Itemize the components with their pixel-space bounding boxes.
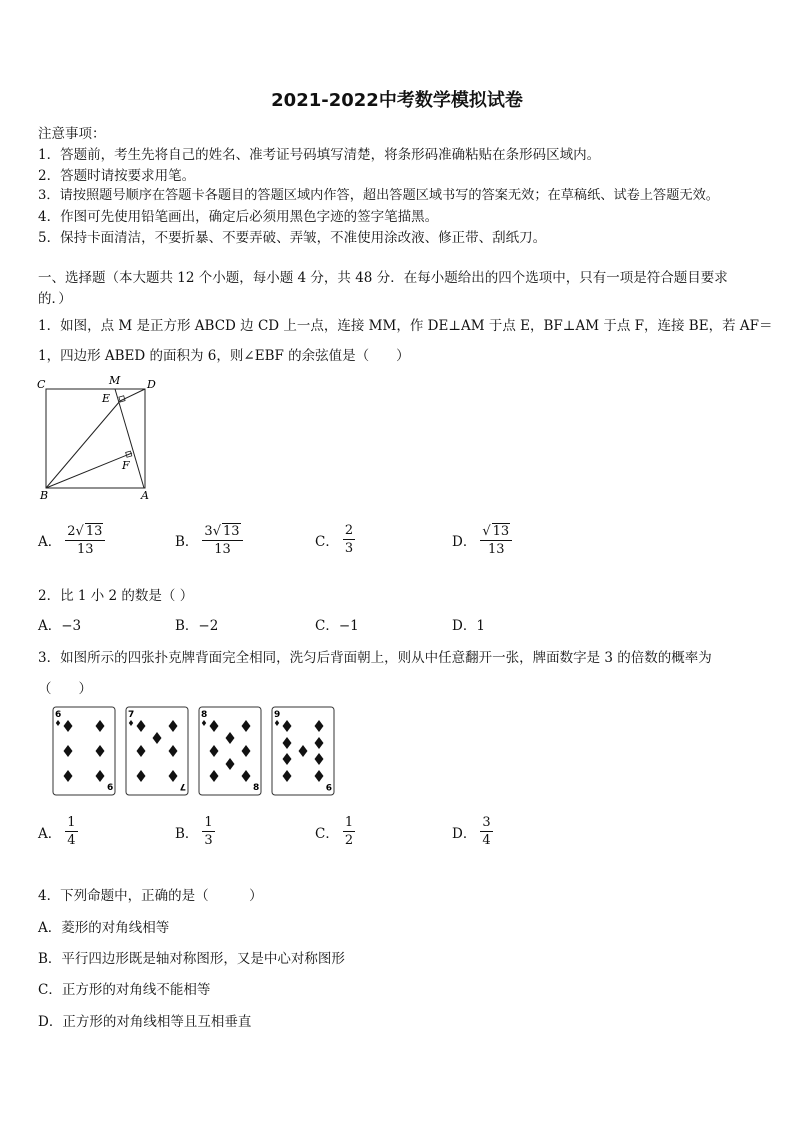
- question-2-option-c[interactable]: C．−1: [315, 618, 359, 634]
- question-3-text-cont: （ ）: [38, 681, 92, 697]
- svg-text:9: 9: [274, 710, 281, 720]
- question-1-option-c[interactable]: C． $\frac{2}{3}$: [315, 523, 354, 556]
- section-header: 一、选择题（本大题共 12 个小题，每小题 4 分，共 48 分．在每小题给出的四个选项中，只有一项是符合题目要求: [38, 270, 728, 286]
- question-2-option-a[interactable]: A．−3: [38, 618, 82, 634]
- question-1-option-b[interactable]: B． $\frac{3√ 13}{13}$: [175, 523, 243, 557]
- question-1-text: 1．如图，点 M 是正方形 ABCD 边 CD 上一点，连接 MM，作 DE⊥AM 于点 E，BF⊥AM 于点 F，连接 BE，若 AF＝: [38, 318, 773, 334]
- question-4-text: 4．下列命题中，正确的是（ ）: [38, 888, 263, 904]
- question-2-text: 2．比 1 小 2 的数是（ ）: [38, 588, 194, 604]
- question-2-option-b[interactable]: B．−2: [175, 618, 219, 634]
- question-4-option-d[interactable]: D．正方形的对角线相等且互相垂直: [38, 1014, 252, 1030]
- notice-item: 5．保持卡面清洁，不要折暴、不要弄破、弄皱，不准使用涂改液、修正带、刮纸刀。: [38, 230, 547, 246]
- card-nine: [272, 707, 334, 795]
- question-1-figure: [34, 372, 164, 504]
- notice-item: 1．答题前，考生先将自己的姓名、准考证号码填写清楚，将条形码准确粘贴在条形码区域内。: [38, 147, 601, 163]
- notice-item: 4．作图可先使用铅笔画出，确定后必须用黑色字迹的签字笔描黑。: [38, 209, 439, 225]
- section-header-cont: 的．）: [38, 291, 72, 307]
- notice-item: 2．答题时请按要求用笔。: [38, 168, 196, 184]
- question-3-text: 3．如图所示的四张扑克牌背面完全相同，洗匀后背面朝上，则从中任意翻开一张，牌面数字是 3 的倍数的概率为: [38, 650, 712, 666]
- question-3-option-b[interactable]: B． $\frac{1}{3}$: [175, 815, 213, 848]
- label-c: C: [37, 378, 46, 391]
- card-eight: [199, 707, 261, 795]
- label-d: D: [147, 378, 156, 391]
- svg-text:8: 8: [253, 783, 260, 793]
- question-2-option-d[interactable]: D．1: [452, 618, 485, 634]
- question-1-text-cont: 1，四边形 ABED 的面积为 6，则∠EBF 的余弦值是（ ）: [38, 348, 410, 364]
- label-a: A: [141, 489, 149, 502]
- card-seven: [126, 707, 188, 795]
- card-six: [53, 707, 115, 795]
- question-4-option-c[interactable]: C．正方形的对角线不能相等: [38, 982, 211, 998]
- svg-text:7: 7: [128, 710, 135, 720]
- question-3-option-d[interactable]: D． $\frac{3}{4}$: [452, 815, 491, 848]
- label-m: M: [109, 374, 121, 387]
- question-4-option-b[interactable]: B．平行四边形既是轴对称图形，又是中心对称图形: [38, 951, 345, 967]
- label-f: F: [122, 459, 130, 472]
- question-3-option-a[interactable]: A． $\frac{1}{4}$: [38, 815, 76, 848]
- notice-item: 3．请按照题号顺序在答题卡各题目的答题区域内作答，超出答题区域书写的答案无效；在草稿纸、试卷上答题无效。: [38, 188, 719, 203]
- label-b: B: [40, 489, 49, 502]
- notice-heading: 注意事项：: [38, 126, 106, 142]
- playing-cards-figure: [52, 706, 342, 802]
- svg-text:7: 7: [179, 781, 186, 791]
- question-3-option-c[interactable]: C． $\frac{1}{2}$: [315, 815, 354, 848]
- svg-text:8: 8: [201, 710, 208, 720]
- svg-text:9: 9: [325, 781, 332, 791]
- svg-text:6: 6: [55, 710, 62, 720]
- label-e: E: [102, 392, 111, 405]
- question-1-option-d[interactable]: D． $\frac{√ 13}{13}$: [452, 523, 512, 557]
- svg-text:6: 6: [107, 783, 114, 793]
- page-title: 2021-2022中考数学模拟试卷: [271, 90, 523, 111]
- question-4-option-a[interactable]: A．菱形的对角线相等: [38, 920, 170, 936]
- question-1-option-a[interactable]: A． $\frac{2√ 13}{13}$: [38, 523, 105, 557]
